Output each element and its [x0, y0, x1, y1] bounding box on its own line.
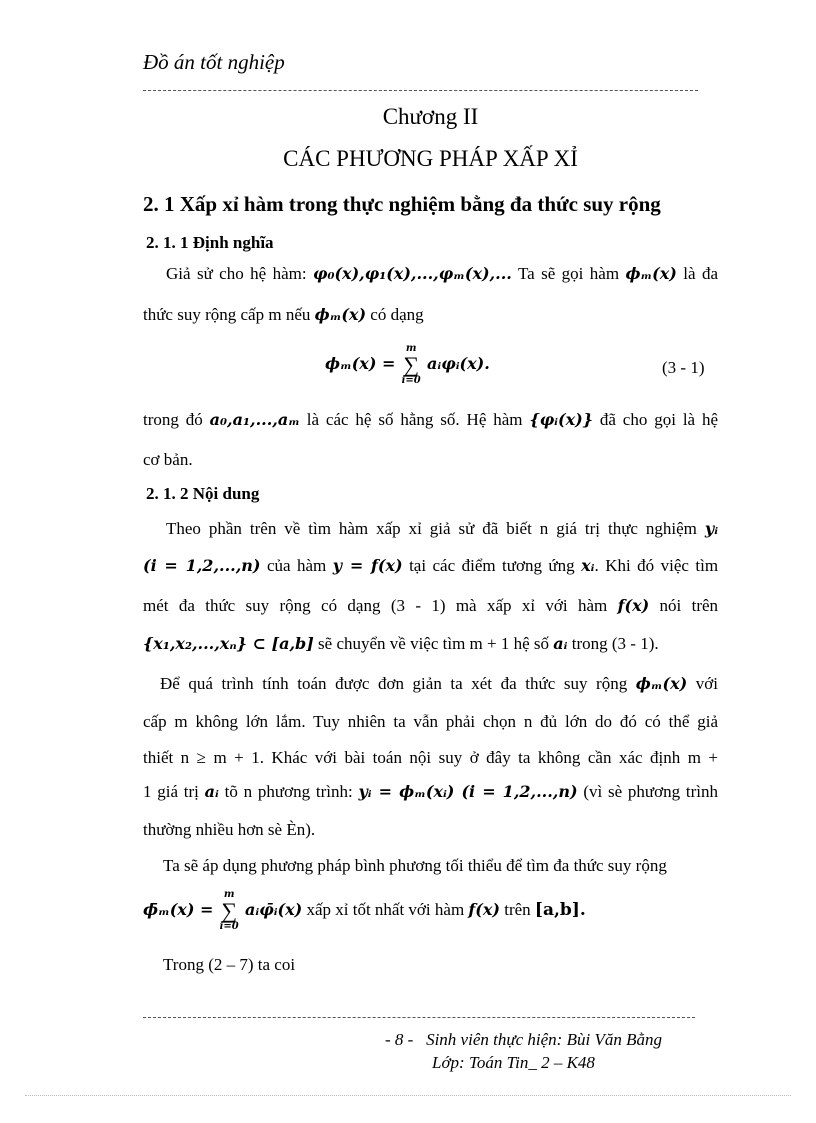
- subsection-heading-definition: 2. 1. 1 Định nghĩa: [146, 233, 274, 252]
- paragraph-line: cấp m không lớn lắm. Tuy nhiên ta vẫn phải chọn n đủ lớn do đó có thể giả: [143, 712, 718, 731]
- summation-symbol: m ∑ i=0: [401, 343, 421, 386]
- paragraph-line: (i = 1,2,...,n) của hàm y = f(x) tại các điểm tương ứng xᵢ. Khi đó việc tìm: [143, 556, 719, 575]
- math-phi-m: ϕₘ(x): [625, 264, 677, 283]
- paragraph-line: thiết n ≥ m + 1. Khác với bài toán nội suy ở đây ta không cần xác định m +: [143, 748, 718, 767]
- paragraph-line: mét đa thức suy rộng có dạng (3 - 1) mà xấp xỉ với hàm f(x) nói trên: [143, 596, 719, 615]
- math-basis: {φᵢ(x)}: [529, 410, 593, 429]
- paragraph-line: thức suy rộng cấp m nếu ϕₘ(x) có dạng: [143, 305, 424, 324]
- formula-number: (3 - 1): [662, 358, 705, 377]
- math-function-system: φ₀(x),φ₁(x),...,φₘ(x),...: [312, 264, 512, 283]
- paragraph-line: Theo phần trên về tìm hàm xấp xỉ giả sử đã biết n giá trị thực nghiệm yᵢ: [166, 519, 719, 538]
- math-coefficients: a₀,a₁,...,aₘ: [209, 410, 300, 429]
- paragraph-line: {x₁,x₂,...,xₙ} ⊂ [a,b] sẽ chuyển về việc tìm m + 1 hệ số aᵢ trong (3 - 1).: [143, 634, 659, 653]
- header-divider: [143, 90, 698, 91]
- formula-best-approximation: ϕ̄ₘ(x) = m ∑ i=0 aᵢφ̄ᵢ(x) xấp xỉ tốt nhất với hàm f(x) trên [a,b].: [143, 889, 586, 932]
- formula-3-1: ϕₘ(x) = m ∑ i=0 aᵢφᵢ(x).: [325, 343, 490, 386]
- subsection-heading-content: 2. 1. 2 Nội dung: [146, 484, 260, 503]
- page-bottom-dotted-border: [25, 1095, 791, 1096]
- paragraph-line: 1 giá trị aᵢ tõ n phương trình: yᵢ = ϕₘ(xᵢ) (i = 1,2,...,n) (vì sè phương trình: [143, 782, 718, 801]
- paragraph-line: Trong (2 – 7) ta coi: [163, 955, 296, 974]
- chapter-title: CÁC PHƯƠNG PHÁP XẤP XỈ: [283, 146, 578, 171]
- document-header-title: Đồ án tốt nghiệp: [143, 50, 285, 74]
- paragraph-line: Để quá trình tính toán được đơn giản ta xét đa thức suy rộng ϕₘ(x) với: [160, 674, 719, 693]
- math-interpolation-eq: yᵢ = ϕₘ(xᵢ) (i = 1,2,...,n): [358, 782, 578, 801]
- paragraph-line: cơ bản.: [143, 450, 193, 469]
- footer-divider: [143, 1017, 695, 1018]
- paragraph-line: Ta sẽ áp dụng phương pháp bình phương tối thiểu để tìm đa thức suy rộng: [163, 856, 667, 875]
- footer-student-line: - 8 - Sinh viên thực hiện: Bùi Văn Bằng: [385, 1030, 662, 1049]
- chapter-number: Chương II: [382, 104, 479, 129]
- summation-symbol: m ∑ i=0: [219, 889, 239, 932]
- paragraph-line: Giả sử cho hệ hàm: φ₀(x),φ₁(x),...,φₘ(x),... Ta sẽ gọi hàm ϕₘ(x) là đa: [166, 264, 718, 283]
- math-point-set: {x₁,x₂,...,xₙ} ⊂ [a,b]: [143, 634, 314, 653]
- footer-class-line: Lớp: Toán Tin_ 2 – K48: [432, 1053, 595, 1072]
- math-phi-m: ϕₘ(x): [314, 305, 367, 324]
- paragraph-line: thường nhiều hơn sè Èn).: [143, 820, 316, 839]
- section-heading: 2. 1 Xấp xỉ hàm trong thực nghiệm bằng đa thức suy rộng: [143, 192, 661, 216]
- paragraph-line: trong đó a₀,a₁,...,aₘ là các hệ số hằng số. Hệ hàm {φᵢ(x)} đã cho gọi là hệ: [143, 410, 719, 429]
